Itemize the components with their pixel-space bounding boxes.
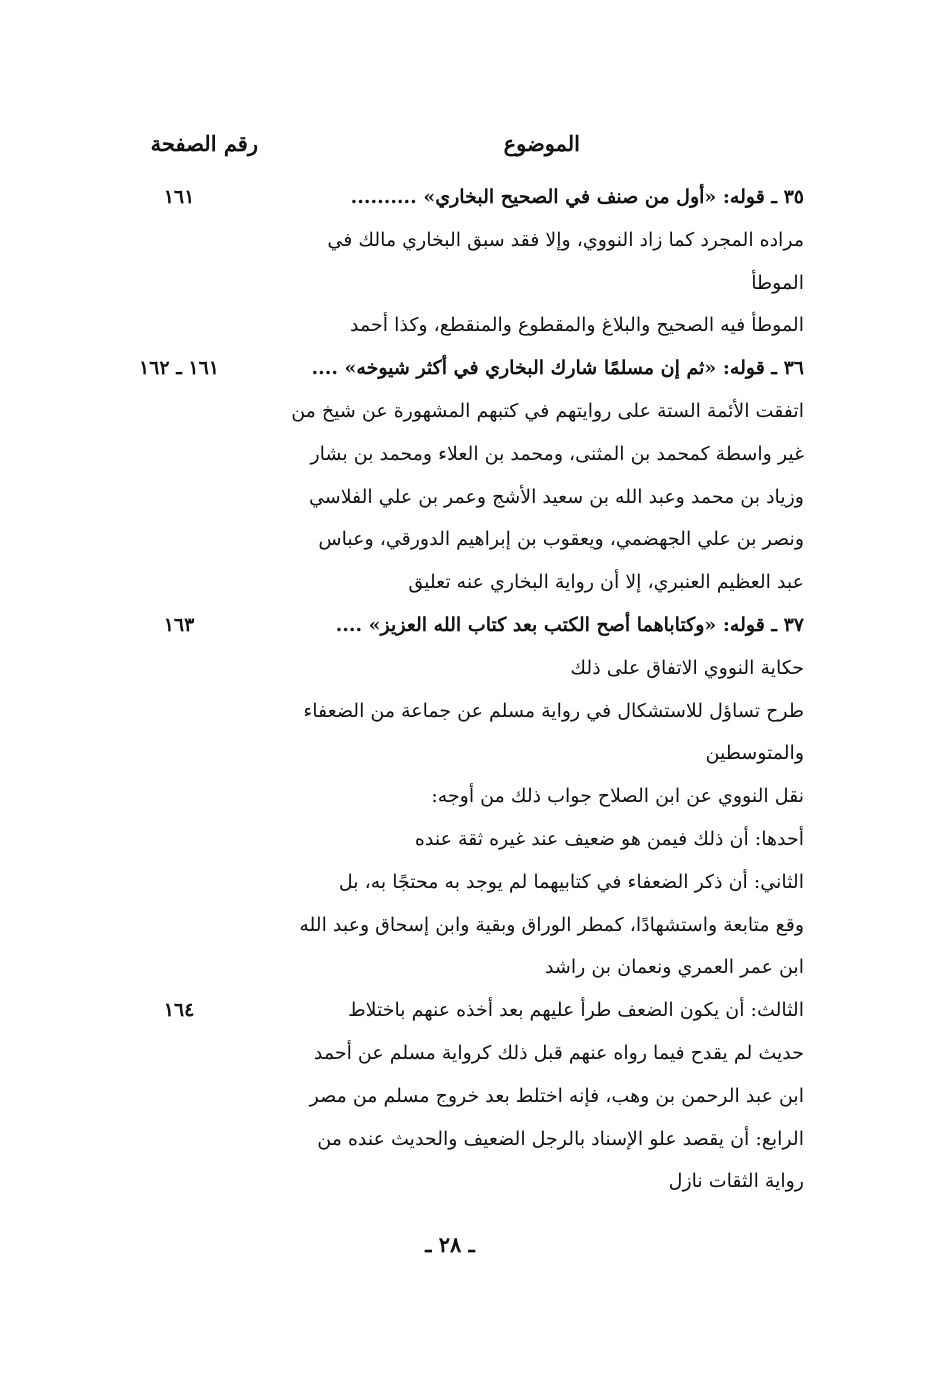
line-text: ٣٥ ـ قوله: «أول من صنف في الصحيح البخاري» ..........: [350, 186, 804, 208]
index-entry-line: [114, 861, 804, 904]
line-text: ٣٧ ـ قوله: «وكتاباهما أصح الكتب بعد كتاب الله العزيز» ....: [335, 613, 804, 636]
line-text: غير واسطة كمحمد بن المثنى، ومحمد بن العلاء ومحمد بن بشار: [310, 442, 804, 465]
entry-page-number: ١٦١ ـ ١٦٢: [138, 357, 220, 380]
index-entry-line: [114, 476, 804, 519]
line-text: وقع متابعة واستشهادًا، كمطر الوراق وبقية وابن إسحاق وعبد الله: [299, 913, 804, 936]
index-entry-line: [114, 561, 804, 604]
index-entry-line: [114, 1118, 804, 1161]
line-text: ونصر بن علي الجهضمي، ويعقوب بن إبراهيم الدورقي، وعباس: [318, 528, 804, 551]
index-entry-line: [114, 262, 804, 305]
entry-page-number: ١٦٤: [163, 999, 195, 1022]
index-entry-line: [114, 904, 804, 947]
line-text: الثالث: أن يكون الضعف طرأ عليهم بعد أخذه عنهم باختلاط: [348, 999, 804, 1022]
page-number: ـ ٢٨ ـ: [425, 1232, 475, 1257]
index-entries: [114, 176, 804, 1203]
index-entry-heading: [114, 347, 804, 390]
index-entry-line: [114, 732, 804, 775]
index-entry-line: [114, 1032, 804, 1075]
index-entry-line: [114, 390, 804, 433]
line-text: اتفقت الأئمة الستة على روايتهم في كتبهم المشهورة عن شيخ من: [291, 399, 804, 422]
index-entry-line: [114, 818, 804, 861]
line-text: حكاية النووي الاتفاق على ذلك: [570, 656, 804, 679]
column-header-topic: الموضوع: [503, 131, 580, 156]
line-text: وزياد بن محمد وعبد الله بن سعيد الأشج وعمر بن علي الفلاسي: [308, 485, 804, 508]
line-text: والمتوسطين: [705, 742, 804, 765]
index-entry-line: [114, 775, 804, 818]
line-text: طرح تساؤل للاستشكال في رواية مسلم عن جماعة من الضعفاء: [303, 699, 804, 722]
index-entry-heading: [114, 604, 804, 647]
line-text: ابن عبد الرحمن بن وهب، فإنه اختلط بعد خروج مسلم من مصر: [309, 1084, 804, 1107]
line-text: نقل النووي عن ابن الصلاح جواب ذلك من أوجه:: [431, 785, 804, 808]
index-entry-line: [114, 647, 804, 690]
line-text: الرابع: أن يقصد علو الإسناد بالرجل الضعيف والحديث عنده من: [317, 1127, 804, 1150]
line-text: الثاني: أن ذكر الضعفاء في كتابيهما لم يوجد به محتجًا به، بل: [338, 870, 804, 893]
index-entry-line: [114, 690, 804, 733]
index-entry-line: [114, 518, 804, 561]
line-text: مراده المجرد كما زاد النووي، وإلا فقد سبق البخاري مالك في: [327, 228, 804, 251]
index-entry-line: [114, 1075, 804, 1118]
index-entry-line: [114, 219, 804, 262]
line-text: ابن عمر العمري ونعمان بن راشد: [544, 956, 804, 979]
line-text: ٣٦ ـ قوله: «ثم إن مسلمًا شارك البخاري في أكثر شيوخه» ....: [311, 357, 804, 380]
index-entry-line: [114, 946, 804, 989]
index-entry-line: [114, 989, 804, 1032]
line-text: الموطأ: [751, 271, 804, 294]
index-entry-line: [114, 304, 804, 347]
line-text: أحدها: أن ذلك فيمن هو ضعيف عند غيره ثقة عنده: [414, 827, 804, 850]
index-entry-line: [114, 1160, 804, 1203]
column-header-page-number: رقم الصفحة: [150, 131, 258, 156]
index-entry-heading: [114, 176, 804, 219]
line-text: الموطأ فيه الصحيح والبلاغ والمقطوع والمنقطع، وكذا أحمد: [350, 314, 804, 337]
line-text: حديث لم يقدح فيما رواه عنهم قبل ذلك كرواية مسلم عن أحمد: [313, 1041, 804, 1064]
entry-page-number: ١٦٣: [163, 613, 195, 636]
line-text: عبد العظيم العنبري، إلا أن رواية البخاري عنه تعليق: [408, 571, 804, 594]
index-entry-line: [114, 433, 804, 476]
entry-page-number: ١٦١: [163, 186, 195, 208]
line-text: رواية الثقات نازل: [668, 1170, 804, 1193]
